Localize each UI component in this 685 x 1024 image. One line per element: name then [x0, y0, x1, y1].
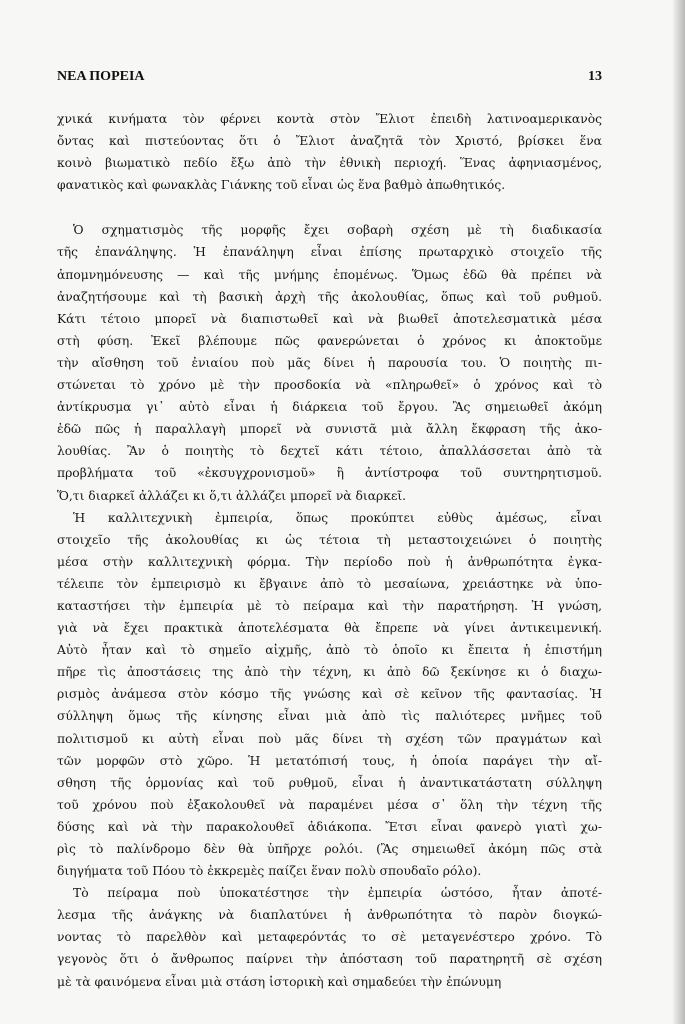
text-line: μὲ τὰ φαινόμενα εἶναι μιὰ στάση ἱστορικὴ καὶ σημαδεύει τὴν ἐπώνυμη — [57, 974, 502, 989]
paragraph — [57, 882, 602, 992]
text-line: χνικά κινήματα τὸν φέρνει κοντὰ στὸν Ἔλιοτ ἐπειδὴ λατινοαμερικανὸς — [57, 112, 602, 126]
text-line: διηγήματα τοῦ Πόου τὸ ἐκκρεμὲς παίζει ἕναν πολὺ σπουδαῖο ρόλο). — [57, 864, 482, 879]
text-line: σθηση τῆς ὁρμονίας καὶ τοῦ ρυθμοῦ, εἶναι ἡ ἀναντικατάστατη σύλληψη — [57, 775, 602, 790]
text-line: ρισμὸς ἀνάμεσα στὸν κόσμο τῆς γνώσης καὶ σὲ κεῖνον τῆς φαντασίας. Ἡ — [57, 687, 602, 702]
text-line: ρὶς τὸ παλίνδρομο δὲν θὰ ὑπῆρχε ρολόι. (Ἂς σημειωθεῖ ἀκόμη πῶς στὰ — [57, 842, 602, 856]
text-line: τέλειπε τὸν ἐμπειρισμὸ κι ἔβγαινε ἀπὸ τὸ μεσαίωνα, χρειάστηκε νὰ ὑπο- — [57, 576, 602, 591]
body-text — [57, 108, 602, 993]
text-line: γεγονὸς ὅτι ὁ ἄνθρωπος παίρνει τὴν ἀπόσταση τοῦ παρατηρητῆ σὲ σχέση — [57, 952, 602, 967]
text-line: Ὁ σχηματισμὸς τῆς μορφῆς ἔχει σοβαρὴ σχέση μὲ τὴ διαδικασία — [73, 223, 602, 238]
text-line: γιὰ νὰ ἔχει πρακτικὰ ἀποτελέσματα θὰ ἔπρεπε νὰ γίνει ἀντικειμενική. — [57, 621, 602, 636]
text-line: σύλληψη ὅμως τῆς κίνησης εἶναι μιὰ ἀπὸ τὶς παλιότερες μνῆμες τοῦ — [57, 709, 602, 724]
text-line: κοινὸ βιωματικὸ πεδίο ἔξω ἀπὸ τὴν ἐθνικὴ περιοχή. Ἕνας ἀφηνιασμένος, — [57, 156, 602, 171]
page-edge-shadow — [673, 0, 685, 1024]
text-line: φανατικὸς καὶ φωνακλὰς Γιάνκης τοῦ εἶναι ὡς ἕνα βαθμὸ ἀπωθητικός. — [57, 178, 506, 193]
text-line: στώνεται τὸ χρόνο μὲ τὴν προσδοκία νὰ «πληρωθεῖ» ὁ χρόνος καὶ τὸ — [57, 378, 602, 393]
text-line: δύσης καὶ νὰ τὴν παρακολουθεῖ ἀδιάκοπα. Ἔτσι εἶναι φανερὸ γιατὶ χω- — [57, 819, 602, 834]
text-line: ἐδῶ πῶς ἡ παραλλαγὴ μπορεῖ νὰ συνιστᾶ μιὰ ἄλλη ἔκφραση τῆς ἀκο- — [57, 422, 602, 437]
text-line: προβλήματα τοῦ «ἐκσυγχρονισμοῦ» ἢ ἀντίστροφα τοῦ συντηρητισμοῦ. — [57, 466, 602, 481]
text-line: Αὐτὸ ἦταν καὶ τὸ σημεῖο αἰχμῆς, ἀπὸ τὸ ὁποῖο κι ἔπειτα ἡ ἐπιστήμη — [57, 643, 602, 658]
text-line: πολιτισμοῦ κι αὐτὴ εἶναι ποὺ μᾶς δίνει τὴ σχέση τῶν πραγμάτων καὶ — [57, 731, 602, 746]
text-line: λεσμα τῆς ἀνάγκης νὰ διαπλατύνει ἡ ἀνθρωπότητα τὸ παρὸν διογκώ- — [57, 908, 602, 923]
text-line: Ἡ καλλιτεχνικὴ ἐμπειρία, ὅπως προκύπτει εὐθὺς ἀμέσως, εἶναι — [73, 510, 602, 525]
text-line: νοντας τὸ παρελθὸν καὶ μεταφερόντάς το σὲ μεταγενέστερο χρόνο. Τὸ — [57, 930, 602, 945]
text-line: καταστήσει τὴν ἐμπειρία μὲ τὸ πείραμα καὶ τὴν παρατήρηση. Ἡ γνώση, — [57, 598, 602, 613]
text-line: Τὸ πείραμα ποὺ ὑποκατέστησε τὴν ἐμπειρία ὡστόσο, ἦταν ἀποτέ- — [73, 886, 602, 901]
text-line: λουθίας. Ἂν ὁ ποιητὴς τὸ δεχτεῖ κάτι τέτοιο, ἀπαλλάσσεται ἀπὸ τὰ — [57, 444, 602, 459]
text-line: στοιχεῖο τῆς ἀκολουθίας κι ὡς τέτοια τὴ μεταστοιχειώνει ὁ ποιητὴς — [57, 532, 602, 547]
text-line: μέσα στὴν καλλιτεχνικὴ φόρμα. Τὴν περίοδο ποὺ ἡ ἀνθρωπότητα ἐγκα- — [57, 554, 602, 569]
text-line: τὴν αἴσθηση τοῦ ἐνιαίου ποὺ μᾶς δίνει ἡ παρουσία του. Ὁ ποιητὴς πι- — [57, 355, 602, 370]
text-line: τῆς ἐπανάληψης. Ἡ ἐπανάληψη εἶναι ἐπίσης πρωταρχικὸ στοιχεῖο τῆς — [57, 245, 602, 260]
page-number: 13 — [588, 69, 602, 84]
text-line: ἀπομνημόνευσης — καὶ τῆς μνήμης ἑπομένως. Ὅμως ἐδῶ θὰ πρέπει νὰ — [57, 267, 602, 282]
page-header — [57, 69, 602, 91]
text-line: Κάτι τέτοιο μπορεῖ νὰ διαπιστωθεῖ καὶ νὰ βιωθεῖ ἀποτελεσματικὰ μέσα — [57, 311, 602, 326]
running-title: ΝΕΑ ΠΟΡΕΙΑ — [57, 69, 145, 84]
paragraph — [57, 108, 602, 196]
paragraph — [57, 219, 602, 506]
text-line: ἀναζητήσουμε καὶ τὴ βασικὴ ἀρχὴ τῆς ἀκολουθίας, ὅπως καὶ τοῦ ρυθμοῦ. — [57, 289, 602, 304]
paragraph — [57, 507, 602, 883]
text-line: ὄντας καὶ πιστεύοντας ὅτι ὁ Ἔλιοτ ἀναζητᾶ τὸν Χριστό, βρίσκει ἕνα — [57, 134, 602, 149]
paragraph-gap — [57, 196, 602, 219]
text-line: τῶν μορφῶν στὸ χῶρο. Ἡ μετατόπισή τους, ἡ ὁποία παράγει τὴν αἴ- — [57, 753, 602, 768]
text-line: στὴ φύση. Ἐκεῖ βλέπουμε πῶς φανερώνεται ὁ χρόνος κι ἀποκτοῦμε — [57, 333, 602, 348]
text-line: Ὅ,τι διαρκεῖ ἀλλάζει κι ὅ,τι ἀλλάζει μπορεῖ νὰ διαρκεῖ. — [57, 488, 407, 503]
text-line: πῆρε τὶς ἀποστάσεις της ἀπὸ τὴν τέχνη, κι ἀπὸ δῶ ξεκίνησε κι ὁ διαχω- — [57, 665, 602, 680]
text-line: ἀντίκρυσμα γι᾽ αὐτὸ εἶναι ἡ διάρκεια τοῦ ἔργου. Ἂς σημειωθεῖ ἀκόμη — [57, 400, 602, 415]
text-line: τοῦ χρόνου ποὺ ἐξακολουθεῖ νὰ παραμένει μέσα σ᾽ ὅλη τὴν τέχνη τῆς — [57, 797, 602, 812]
